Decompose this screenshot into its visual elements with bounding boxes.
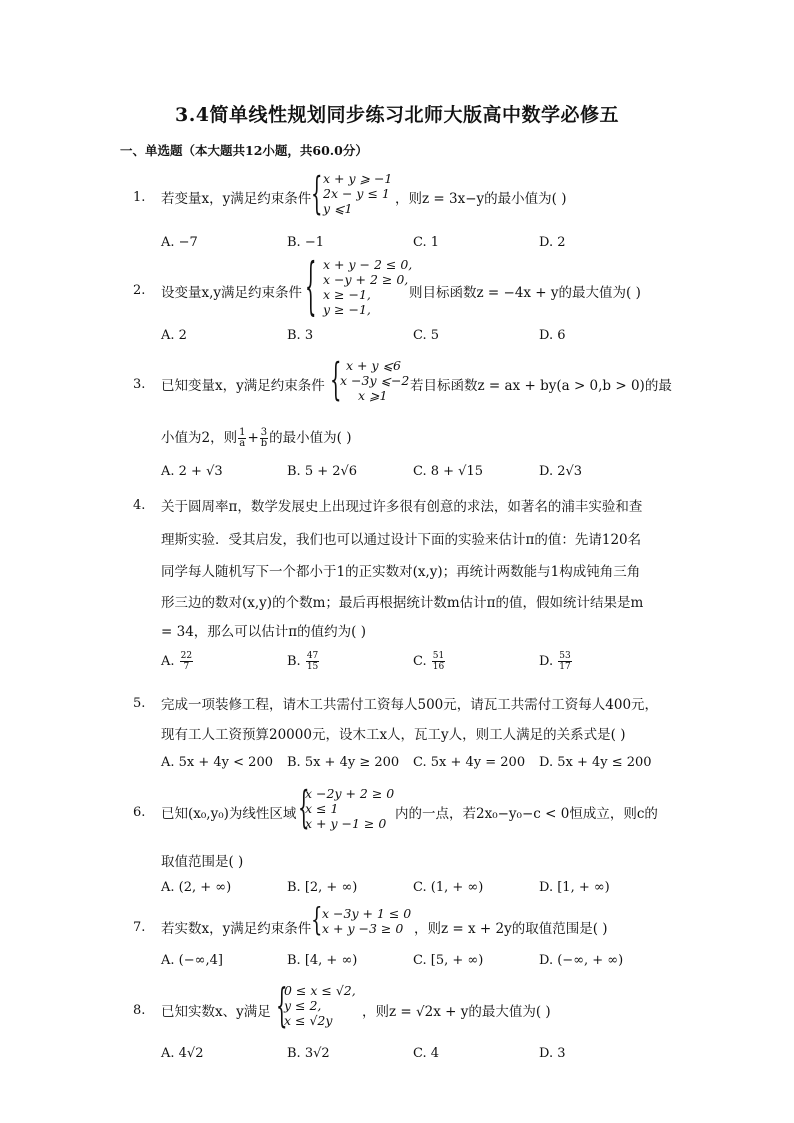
question-stem-line: = 34，那么可以估计π的值约为( ) xyxy=(161,624,366,640)
option-b[interactable]: B. 5x + 4y ≥ 200 xyxy=(287,755,400,770)
option-a[interactable]: A. (−∞,4] xyxy=(161,953,223,968)
constraint: x + y −3 ≥ 0 xyxy=(322,921,404,936)
option-a[interactable]: A. 2 xyxy=(161,328,187,343)
question-stem-tail: ，则z = √2x + y的最大值为( ) xyxy=(362,1004,551,1020)
constraint: 2x − y ≤ 1 xyxy=(323,186,390,201)
question-number: 4. xyxy=(133,498,146,513)
constraint: y ≥ −1, xyxy=(323,302,371,317)
constraint: x −2y + 2 ≥ 0 xyxy=(305,786,395,801)
constraint: x −3y ⩽−2 xyxy=(340,373,410,388)
option-b[interactable]: B. 5 + 2√6 xyxy=(287,464,358,479)
constraint: x ≤ 1 xyxy=(305,801,339,816)
option-b[interactable]: B. [4, + ∞) xyxy=(287,953,358,968)
constraint: x ≥ −1, xyxy=(323,287,371,302)
constraint: x ≤ √2y xyxy=(284,1013,333,1028)
constraint-system xyxy=(305,786,394,831)
brace-icon: { xyxy=(311,901,323,939)
option-d[interactable]: D. 6 xyxy=(539,328,566,343)
question-stem: 已知(x₀,y₀)为线性区域 xyxy=(161,806,297,822)
constraint: x + y ⩾ −1 xyxy=(323,171,393,186)
constraint: y ≤ 2, xyxy=(284,998,322,1013)
question-stem-tail: 若目标函数z = ax + by(a > 0,b > 0)的最 xyxy=(410,378,672,394)
fraction: $\frac{1}{a}$ xyxy=(239,427,246,449)
option-c[interactable]: C. 5x + 4y = 200 xyxy=(413,755,526,770)
brace-icon: { xyxy=(330,354,342,406)
question-stem: 设变量x,y满足约束条件 xyxy=(161,285,303,301)
option-c[interactable]: C. 1 xyxy=(413,235,440,250)
constraint-system xyxy=(323,171,392,216)
question-number: 8. xyxy=(133,1003,146,1018)
question-stem: 若变量x，y满足约束条件 xyxy=(161,191,312,207)
fraction: $\frac{51}{16}$ xyxy=(432,651,445,672)
constraint-system xyxy=(284,983,356,1028)
option-a[interactable]: A. $\frac{22}{7}$ xyxy=(161,651,193,672)
constraint-system xyxy=(340,358,409,403)
option-a[interactable]: A. 5x + 4y < 200 xyxy=(161,755,273,770)
option-a[interactable]: A. 4√2 xyxy=(161,1046,204,1061)
option-a[interactable]: A. 2 + √3 xyxy=(161,464,223,479)
constraint-system xyxy=(322,906,411,936)
option-b[interactable]: B. 3 xyxy=(287,328,314,343)
constraint: x + y ⩽6 xyxy=(346,358,401,373)
question-stem-line: 形三边的数对(x,y)的个数m；最后再根据统计数m估计π的值，假如统计结果是m xyxy=(161,595,644,611)
option-d[interactable]: D. [1, + ∞) xyxy=(539,880,610,895)
question-number: 3. xyxy=(133,377,146,392)
brace-icon: { xyxy=(311,168,323,220)
option-d[interactable]: D. $\frac{53}{17}$ xyxy=(539,651,571,672)
question-stem: 已知实数x、y满足 xyxy=(161,1004,271,1020)
option-d[interactable]: D. 2 xyxy=(539,235,566,250)
option-d[interactable]: D. 2√3 xyxy=(539,464,583,479)
constraint: x + y −1 ≥ 0 xyxy=(305,816,387,831)
question-number: 7. xyxy=(133,920,146,935)
question-number: 1. xyxy=(133,190,146,205)
option-d[interactable]: D. 5x + 4y ≤ 200 xyxy=(539,755,652,770)
constraint: 0 ≤ x ≤ √2, xyxy=(284,983,356,998)
option-d[interactable]: D. 3 xyxy=(539,1046,566,1061)
brace-icon: { xyxy=(298,782,310,834)
option-c[interactable]: C. $\frac{51}{16}$ xyxy=(413,651,445,672)
constraint: x ⩾1 xyxy=(358,388,388,403)
question-stem-line: 现有工人工资预算20000元，设木工x人，瓦工y人，则工人满足的关系式是( ) xyxy=(161,727,626,743)
fraction: $\frac{22}{7}$ xyxy=(180,651,193,672)
document-title: 3.4简单线性规划同步练习北师大版高中数学必修五 xyxy=(174,104,620,126)
brace-icon: { xyxy=(276,979,288,1033)
question-stem: 若实数x，y满足约束条件 xyxy=(161,921,312,937)
question-stem-tail: 则目标函数z = −4x + y的最大值为( ) xyxy=(409,285,641,301)
fraction: $\frac{53}{17}$ xyxy=(559,651,571,672)
question-stem-line: 理斯实验．受其启发，我们也可以通过设计下面的实验来估计π的值：先请120名 xyxy=(161,532,642,548)
fraction: $\frac{47}{15}$ xyxy=(306,651,319,672)
option-b[interactable]: B. −1 xyxy=(287,235,324,250)
option-d[interactable]: D. (−∞, + ∞) xyxy=(539,953,624,968)
section-heading: 一、单选题（本大题共12小题，共60.0分） xyxy=(120,143,368,158)
question-number: 2. xyxy=(133,283,146,298)
question-number: 5. xyxy=(133,696,146,711)
question-stem: 已知变量x，y满足约束条件 xyxy=(161,378,325,394)
question-stem-tail: ，则z = 3x−y的最小值为( ) xyxy=(395,191,567,207)
question-stem-line: 完成一项装修工程，请木工共需付工资每人500元，请瓦工共需付工资每人400元， xyxy=(161,697,659,713)
question-stem-line: 同学每人随机写下一个都小于1的正实数对(x,y)；再统计两数能与1构成钝角三角 xyxy=(161,564,641,580)
option-a[interactable]: A. −7 xyxy=(161,235,198,250)
option-b[interactable]: B. 3√2 xyxy=(287,1046,330,1061)
option-c[interactable]: C. (1, + ∞) xyxy=(413,880,484,895)
option-c[interactable]: C. 8 + √15 xyxy=(413,464,484,479)
question-stem-line2: 小值为2，则 $\frac{1}{a}$ + $\frac{3}{b}$ 的最小值为( ) xyxy=(161,427,352,449)
option-c[interactable]: C. [5, + ∞) xyxy=(413,953,484,968)
constraint: x −3y + 1 ≤ 0 xyxy=(322,906,412,921)
brace-icon: { xyxy=(305,251,317,323)
question-stem-tail: ，则z = x + 2y的取值范围是( ) xyxy=(414,921,608,937)
question-stem-tail: 内的一点，若2x₀−y₀−c < 0恒成立，则c的 xyxy=(395,806,658,822)
option-a[interactable]: A. (2, + ∞) xyxy=(161,880,232,895)
option-b[interactable]: B. $\frac{47}{15}$ xyxy=(287,651,319,672)
stem-text: 小值为2，则 xyxy=(161,430,238,446)
constraint: x −y + 2 ≥ 0, xyxy=(323,272,409,287)
question-stem-line: 关于圆周率π，数学发展史上出现过许多很有创意的求法，如著名的浦丰实验和查 xyxy=(161,499,643,515)
question-stem-line2: 取值范围是( ) xyxy=(161,854,244,870)
option-c[interactable]: C. 5 xyxy=(413,328,440,343)
fraction: $\frac{3}{b}$ xyxy=(260,427,268,449)
constraint-system xyxy=(323,257,412,317)
constraint: y ⩽1 xyxy=(323,201,353,216)
constraint: x + y − 2 ≤ 0, xyxy=(323,257,413,272)
option-c[interactable]: C. 4 xyxy=(413,1046,440,1061)
question-number: 6. xyxy=(133,805,146,820)
stem-text: 的最小值为( ) xyxy=(269,430,352,446)
option-b[interactable]: B. [2, + ∞) xyxy=(287,880,358,895)
